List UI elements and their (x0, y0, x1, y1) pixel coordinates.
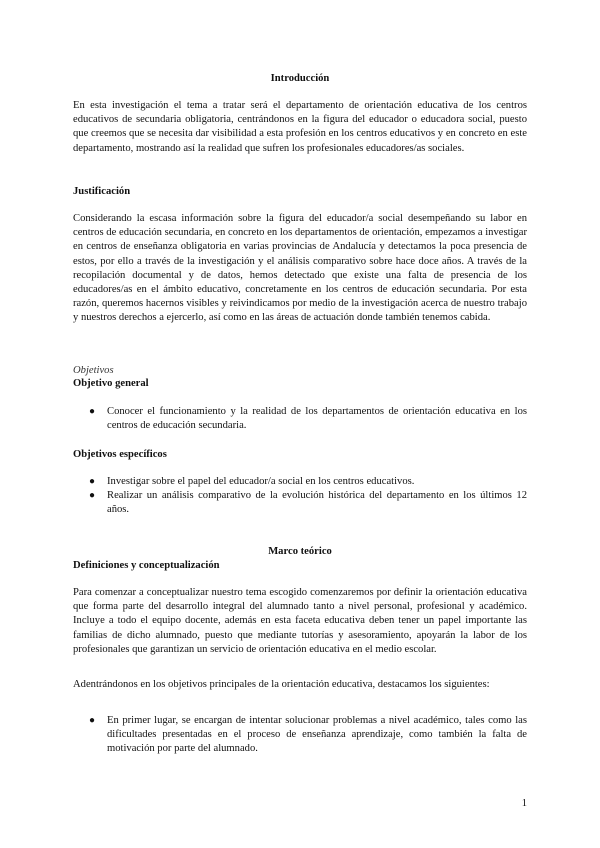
objetivos-label: Objetivos (73, 365, 114, 376)
intro-paragraph: En esta investigación el tema a tratar será el departamento de orientación educativa de los centros educativos de secundaria obligatoria, centrándonos en la figura del educador o educadora social, puesto que creemos que se necesita dar visibilidad a esta profesión en los centros educativos y en concreto en este departamento, mostrando así la realidad que sufren los profesionales educadores/as sociales. (73, 100, 527, 154)
bullet-icon: ● (89, 715, 96, 726)
page-number: 1 (521, 798, 527, 809)
list-item: ● En primer lugar, se encargan de intentar solucionar problemas a nivel académico, tales como las dificultades presentadas en el proceso de enseñanza aprendizaje, como también la falta de motivación por parte del alumnado. (89, 715, 527, 755)
objetivos-especificos-list (73, 475, 527, 518)
marco-paragraph-2: Adentrándonos en los objetivos principales de la orientación educativa, destacamos los siguientes: (73, 679, 490, 690)
bullet-icon: ● (89, 476, 96, 487)
justificacion-paragraph: Considerando la escasa información sobre la figura del educador/a social desempeñando su labor en centros de educación secundaria, en concreto en los departamentos de orientación, empezamos a investigar en centros de enseñanza obligatoria en varias provincias de Andalucía y detectamos la poca presencia de estos, por ello a través de la investigación y el análisis comparativo sobre hace doce años. A través de la recopilación documental y de datos, hemos detectado que existe una falta de presencia de los educadores/as en el ámbito educativo, concretamente en los centros de educación secundaria. Por esta razón, queremos hacernos visibles y reivindicamos por medio de la investigación acerca de nuestro trabajo y nuestros derechos a ejercerlo, así como en las áreas de actuación donde también tenemos cabida. (73, 213, 527, 324)
marco-heading: Marco teórico (268, 546, 332, 557)
list-item: ● Realizar un análisis comparativo de la evolución histórica del departamento en los últimos 12 años. (89, 490, 527, 516)
justificacion-heading: Justificación (73, 186, 131, 197)
objetivos-especificos-heading: Objetivos específicos (73, 449, 167, 460)
bullet-icon: ● (89, 406, 96, 417)
list-item: ● Investigar sobre el papel del educador/a social en los centros educativos. (73, 475, 527, 489)
definiciones-heading: Definiciones y conceptualización (73, 560, 220, 571)
marco-paragraph-1: Para comenzar a conceptualizar nuestro tema escogido comenzaremos por definir la orientación educativa que forma parte del desarrollo integral del alumnado tanto a nivel personal, profesional y académico. Incluye a todo el equipo docente, además en esta faceta educativa deben tener un papel importante las familias de dicho alumnado, puesto que mediante tutorías y asesoramiento, apoyarán la labor de los profesionales que garantizan un servicio de orientación educativa en el medio escolar. (73, 587, 527, 655)
bullet-icon: ● (89, 490, 96, 502)
objetivo-general-list (73, 405, 527, 433)
intro-heading: Introducción (270, 73, 330, 84)
list-item: ● Conocer el funcionamiento y la realidad de los departamentos de orientación educativa en los centros de educación secundaria. (89, 406, 527, 432)
objetivo-general-heading: Objetivo general (73, 378, 149, 389)
marco-objetivos-list (73, 714, 527, 757)
